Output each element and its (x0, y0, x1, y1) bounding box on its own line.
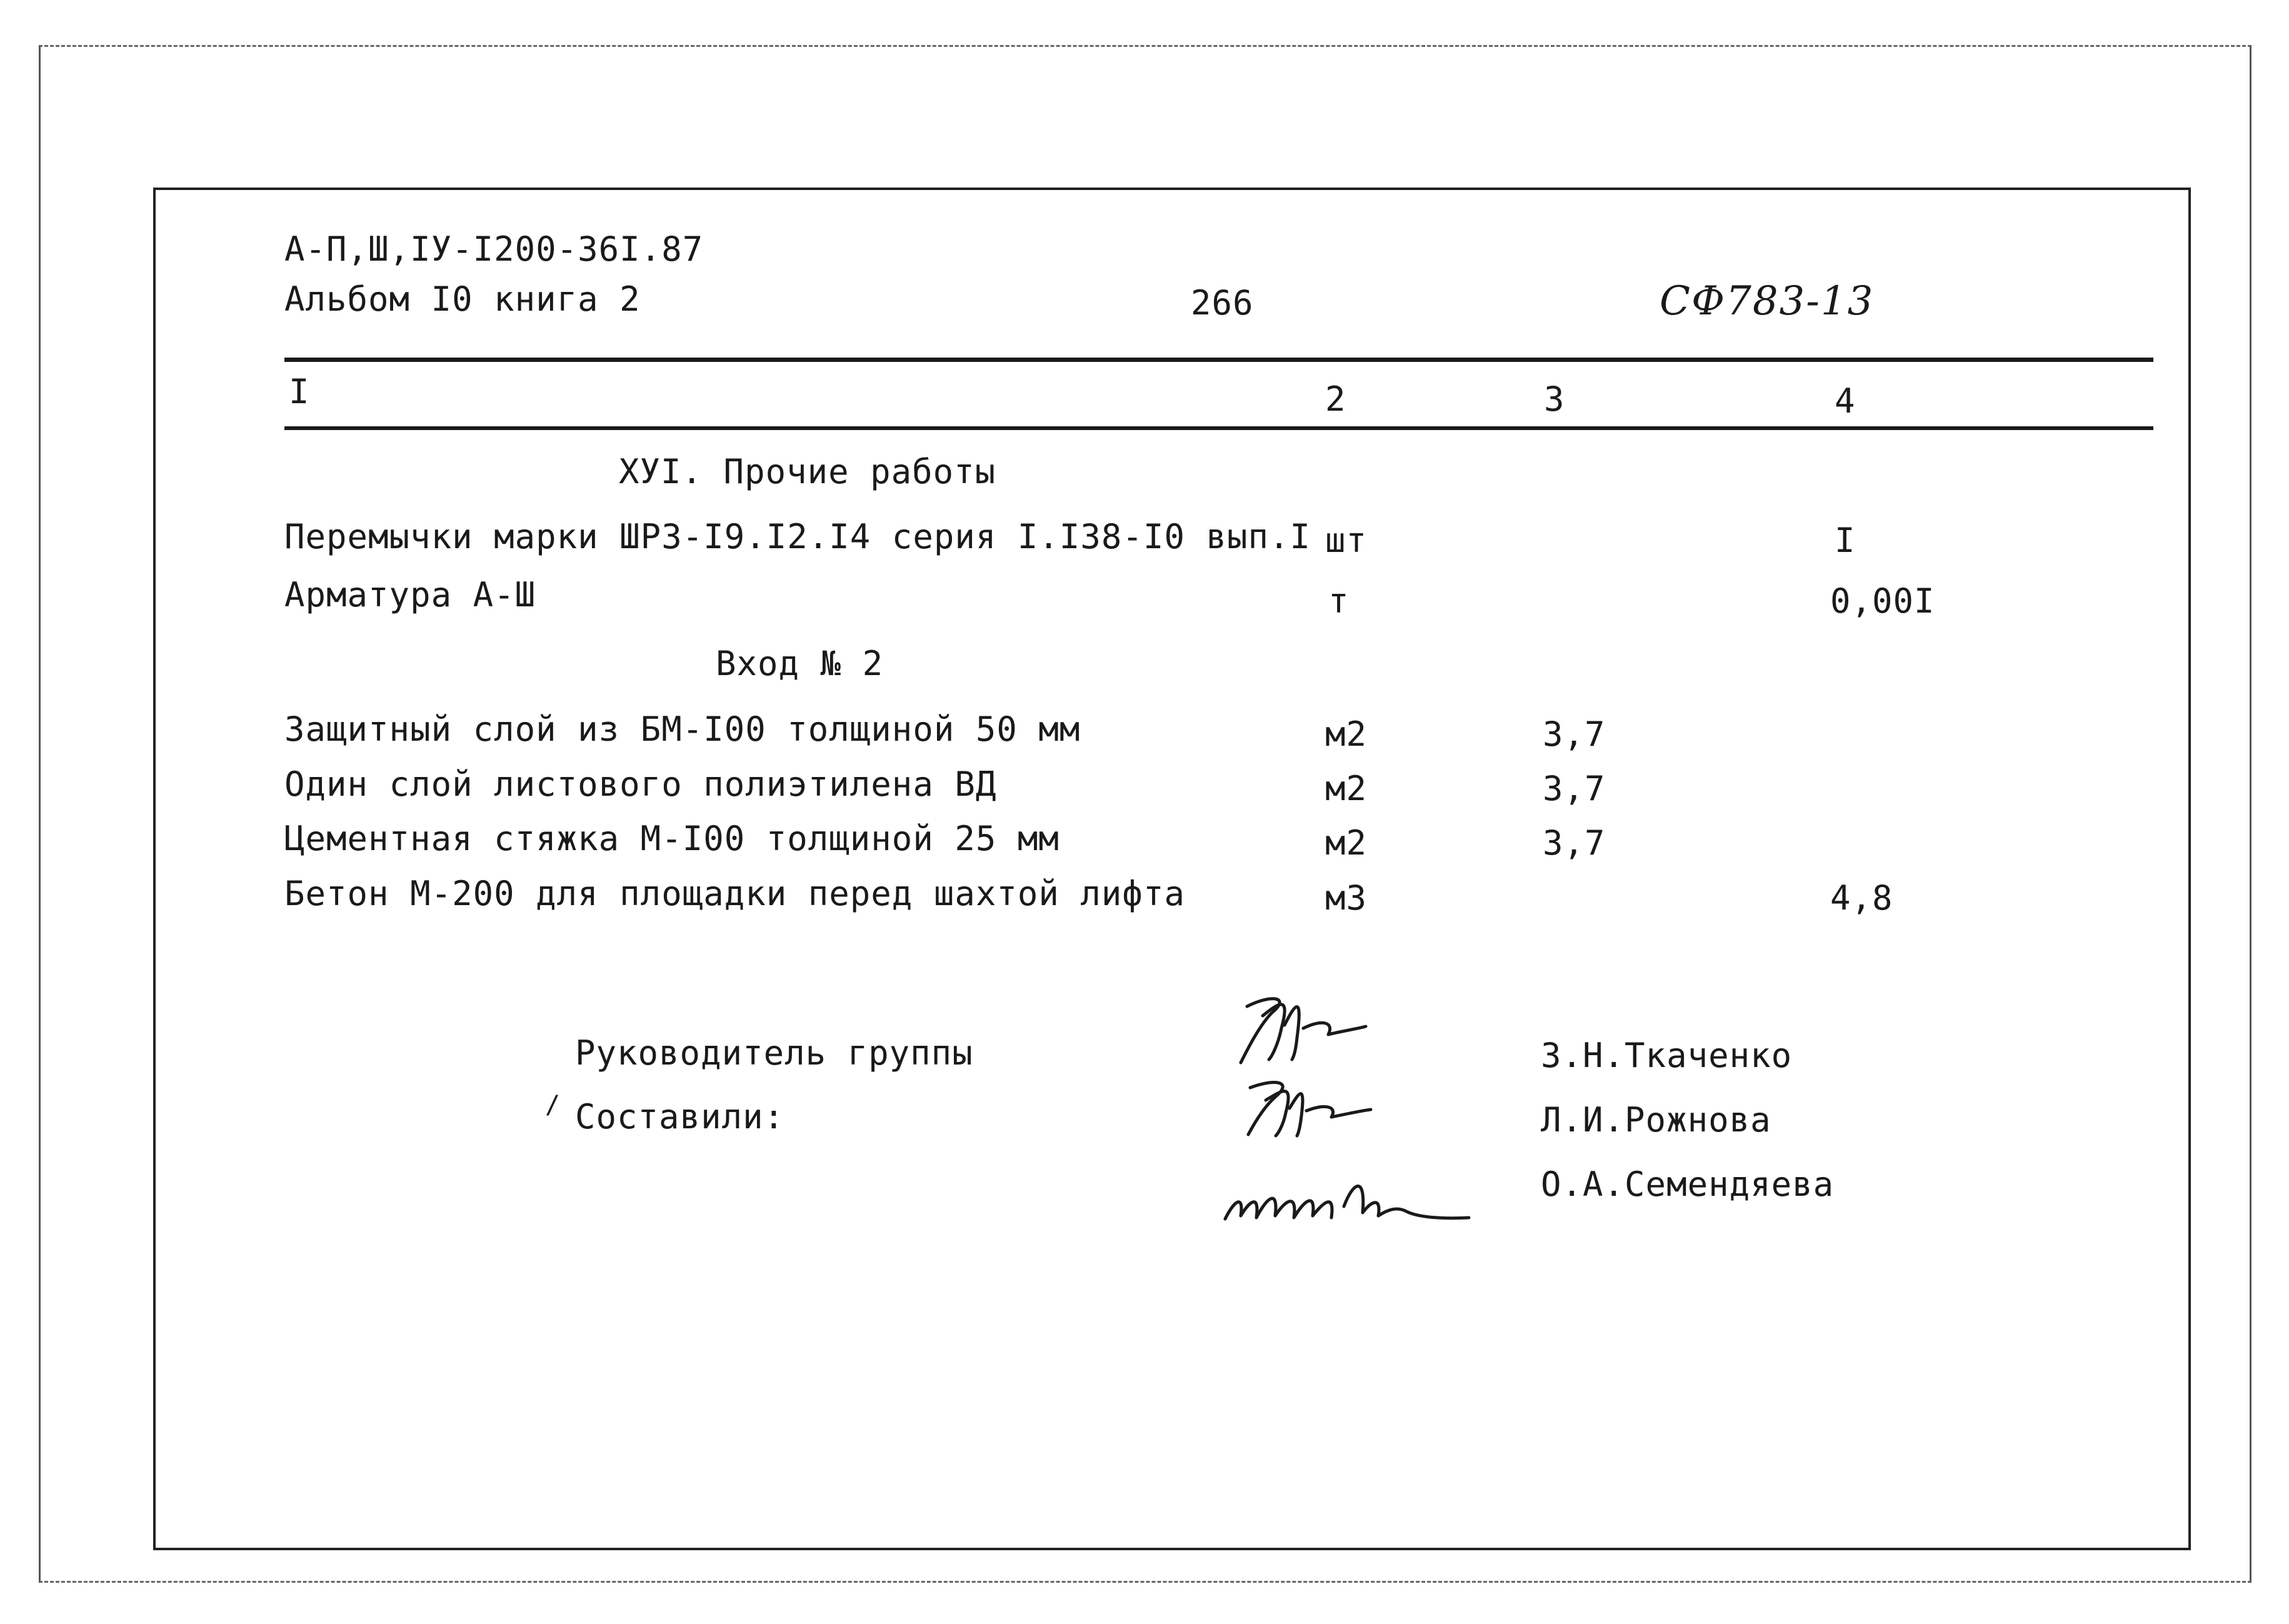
row-unit: шт (1325, 521, 1368, 560)
column-header-2: 2 (1325, 379, 1346, 419)
row-name: Цементная стяжка М-І00 толщиной 25 мм (284, 819, 1059, 858)
column-header-3: 3 (1544, 379, 1565, 419)
row-col3: 3,7 (1543, 823, 1606, 863)
row-name: Защитный слой из БМ-І00 толщиной 50 мм (284, 709, 1081, 749)
signature-mark (1241, 1072, 1378, 1141)
row-unit: м2 (1325, 714, 1368, 754)
sheet-code: СФ783-13 (1660, 278, 1875, 324)
header-rule-top (284, 358, 2153, 362)
signature-mark (1235, 981, 1372, 1069)
signer-name: З.Н.Ткаченко (1541, 1036, 1793, 1075)
signature-mark (1219, 1163, 1481, 1238)
column-header-4: 4 (1835, 381, 1856, 421)
row-unit: м2 (1325, 823, 1368, 863)
row-unit: т (1328, 581, 1350, 621)
doc-code: А-П,Ш,ІУ-І200-36І.87 (284, 229, 704, 269)
row-name: Один слой листового полиэтилена ВД (284, 764, 997, 804)
inner-frame (153, 188, 2191, 1550)
row-unit: м2 (1325, 769, 1368, 808)
row-col3: 3,7 (1543, 714, 1606, 754)
row-col4: 0,00І (1830, 581, 1935, 621)
row-col3: 3,7 (1543, 769, 1606, 808)
row-col4: 4,8 (1830, 878, 1893, 918)
album-line: Альбом І0 книга 2 (284, 279, 641, 319)
row-unit: м3 (1325, 878, 1368, 918)
section-heading: ХУІ. Прочие работы (619, 452, 996, 491)
page-number: 266 (1191, 283, 1254, 323)
compiled-mark: / (545, 1091, 561, 1120)
compiled-label: Составили: (575, 1097, 785, 1136)
signer-name: О.А.Семендяева (1541, 1165, 1835, 1204)
group-leader-label: Руководитель группы (575, 1033, 973, 1073)
row-name: Перемычки марки ШРЗ-І9.І2.І4 серия І.І38-І0 вып.І (284, 517, 1311, 556)
header-rule-bottom (284, 426, 2153, 430)
column-header-1: I (289, 372, 310, 411)
signer-name: Л.И.Рожнова (1541, 1100, 1771, 1140)
row-name: Арматура А-Ш (284, 575, 536, 614)
row-name: Бетон М-200 для площадки перед шахтой лифта (284, 874, 1185, 913)
row-col4: І (1835, 521, 1856, 560)
section-heading: Вход № 2 (716, 644, 884, 683)
